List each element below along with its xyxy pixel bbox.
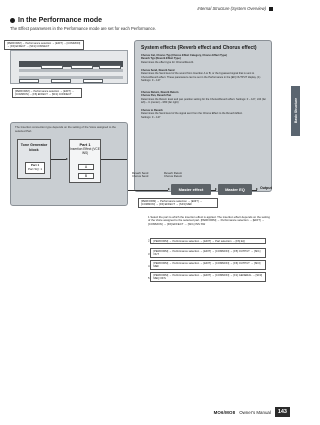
insertion-effect-part: Part 1 <box>79 142 91 147</box>
side-tab-label: Basic Structure <box>293 98 298 124</box>
insertion-effect-block <box>69 139 101 183</box>
footnote-2 <box>148 238 272 244</box>
reverb-return-label: Reverb Return <box>164 171 183 175</box>
footer-manual: Owner's Manual <box>239 409 271 415</box>
footnote-text: [PERFORM] → Performance selection → [EDIT] → Part selection → [F6] EQ <box>150 238 266 244</box>
sys-item-text: Determines the effect type for Chorus/Reverb. <box>141 60 194 64</box>
sys-item-settings: Settings: 0 – 127 <box>141 78 161 82</box>
sys-item-text: Determines the Return level and pan position setting for the Chorus/Reverb effect. Settings: 0 – 127, L64 (far left) – C (center) – R63 (far right) <box>141 97 266 104</box>
footer-brand: MO6/MO8 <box>213 409 236 415</box>
section-title <box>10 17 102 24</box>
arrow-head-icon <box>66 158 68 160</box>
system-effects-title: System effects (Reverb effect and Chorus effect) <box>141 45 257 51</box>
lcd-cell <box>99 65 121 69</box>
footnote-num: 4 <box>148 263 150 268</box>
lcd-cell <box>71 65 93 69</box>
part-sub: Part SQ: 1 <box>27 167 42 171</box>
sys-item-heading: Chorus Return, Reverb Return <box>141 91 179 94</box>
sys-item-chorus-to-reverb <box>141 109 267 119</box>
sys-item-send <box>141 69 267 82</box>
nav-path-lcd: [PERFORM] → Performance selection → [EDIT] → [COMMON] → [F6] EFFECT → [SF1] CONNECT <box>12 88 82 98</box>
footnote-5 <box>148 272 272 282</box>
header-block-icon <box>269 7 273 11</box>
sys-item-text: Determines the Send level of the sound from Insertion A or B, or the bypassed signal that is sent to Chorus/Reverb effect. These parameters can be set in the Performance in the [EF] OUTPUT display. (1) <box>141 72 261 79</box>
master-effect-caption: [PERFORM] → Performance selection → [EDIT] → [COMMON] → [F6] EFFECT → [SF3] MEF <box>138 198 218 208</box>
footnote-num: 1 <box>148 215 150 219</box>
side-tab <box>291 86 300 136</box>
running-header <box>197 6 273 11</box>
reverb-send-label: Reverb Send <box>132 171 149 175</box>
footnote-num: 3 <box>148 251 150 256</box>
footnote-1 <box>148 216 272 226</box>
insertion-box <box>10 122 128 206</box>
section-description: The Effect parameters in the Performance mode are set for each Performance. <box>10 26 157 31</box>
arrow-head-icon <box>168 188 170 190</box>
footnote-text: [PERFORM] → Performance selection → [EDIT] → [COMMON] → [F5] OUTPUT → [SF1] OUT <box>150 248 266 258</box>
chorus-send-label: Chorus Send <box>132 174 149 179</box>
arrow-line <box>101 159 127 160</box>
tone-generator-title <box>18 143 50 152</box>
return-labels <box>164 172 182 179</box>
lcd-screen-image <box>10 50 128 84</box>
section-title-text: In the Performance mode <box>18 17 103 24</box>
master-effect-block: Master effect <box>171 184 211 195</box>
sys-item-text: Determines the Send level of the signal sent from the Chorus Effect to the Reverb Effect. <box>141 112 243 116</box>
part-1-box <box>25 162 45 174</box>
sys-item-heading: Chorus to Reverb <box>141 109 163 112</box>
lcd-cell <box>83 79 103 83</box>
arrow-head-icon <box>256 188 258 190</box>
effect-diagram <box>7 40 272 290</box>
footnote-4 <box>148 260 272 270</box>
tone-generator-line2: block <box>29 147 39 152</box>
arrow-head-icon <box>215 188 217 190</box>
sys-item-return <box>141 91 267 104</box>
output-label: Output <box>260 186 272 190</box>
tone-generator-line1: Tone Generator <box>20 143 48 147</box>
lcd-row <box>19 69 123 72</box>
insertion-note: The Insertion connection type depends on the setting of the Voice assigned to the selected Part. <box>15 125 116 133</box>
sys-item-heading: Chorus Send, Reverb Send <box>141 69 175 72</box>
master-eq-block: Master EQ <box>218 184 252 195</box>
nav-path-top: [PERFORM] → Performance selection → [EDIT] → [COMMON] → [F6] EFFECT → [SF1] CONNECT <box>4 40 84 50</box>
bullet-icon <box>10 18 15 23</box>
sys-item-settings: Settings: 0 – 127 <box>141 115 161 119</box>
lcd-cell <box>41 65 63 69</box>
arrow-line <box>128 190 168 191</box>
arrow-line <box>51 159 66 160</box>
lcd-cell <box>51 79 71 83</box>
footnote-text: [PERFORM] → Performance selection → [EDIT] → [COMMON] → [F1] GENERAL → [SF3] MEQ OFS <box>150 272 266 282</box>
send-labels <box>132 172 148 179</box>
insertion-effect-sub: Insertion Effect (VCE INS) <box>70 146 100 155</box>
footnote-text: Select the part to which the insertion effect is applied. The insertion effect depends on the setting of the Voice assigned to the selected part. [PERFORM] → Performance selection → [EDIT] → [COMMON] → [F6] EFFECT → [SF1] INS SW <box>148 215 270 226</box>
footnote-3 <box>148 248 272 258</box>
sys-item-sub: Reverb Typ (Reverb Effect Type) <box>141 57 181 61</box>
page-number: 143 <box>275 407 290 417</box>
chorus-return-label: Chorus Return <box>164 174 183 179</box>
sys-item-type <box>141 54 267 64</box>
sys-item-heading: Chorus Cat, Chorus Typ (Chorus Effect Category, Chorus Effect Type) <box>141 54 227 57</box>
sys-item-sub: Chorus Pan, Reverb Pan <box>141 94 172 98</box>
insertion-a: A <box>78 164 94 170</box>
footnote-num: 5 <box>148 275 150 280</box>
insertion-effect-title <box>70 143 100 155</box>
insertion-b: B <box>78 173 94 179</box>
page-footer <box>214 407 290 417</box>
lcd-cell <box>19 79 39 83</box>
running-title: Internal Structure (System Overview) <box>197 6 266 11</box>
footnote-text: [PERFORM] → Performance selection → [EDIT] → [COMMON] → [F6] OUTPUT → [SF3] MEF <box>150 260 266 270</box>
footnote-num: 2 <box>148 238 150 243</box>
system-effects-box <box>134 40 272 192</box>
tone-generator-block <box>17 139 51 179</box>
part-label: Part 1 <box>30 163 40 167</box>
